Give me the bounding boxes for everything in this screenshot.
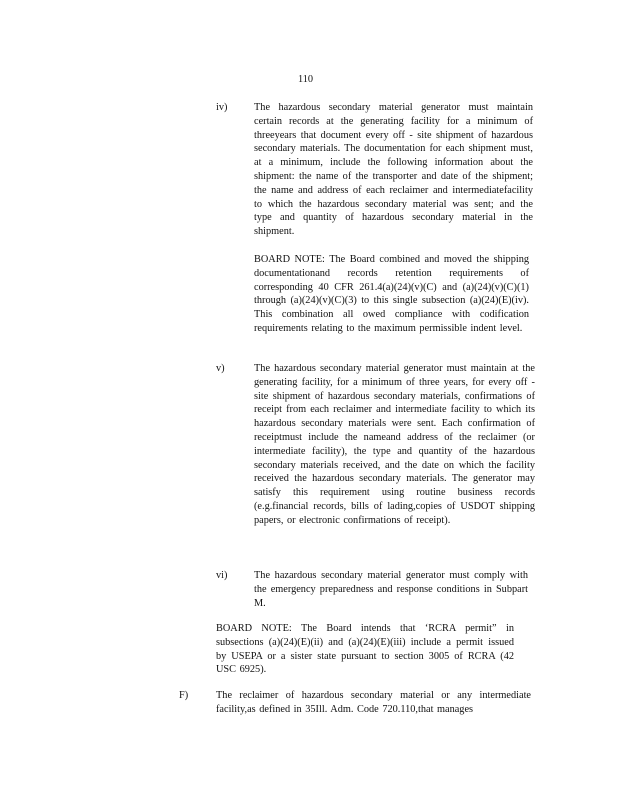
item-v-text: The hazardous secondary material generator must maintain at the generating facility, for a minimum of three years, for every off -site shipment of hazardous secondary materials, confirmations of receipt from each reclaimer and intermediate facility to which its hazardous secondary materials were sent. Each confirmation of receiptmust include the nameand address of the reclaimer (or intermediate facility), the type and quantity of the hazardous secondary materials received, and the date on which the facility received the hazardous secondary materials. The generator may satisfy this requirement using routine business records (e.g.financial records, bills of lading,copies of USDOT shipping papers, or electronic confirmations of receipt).	[254, 363, 535, 526]
item-F-text: The reclaimer of hazardous secondary material or any intermediate facility,as defined in 35Ill. Adm. Code 720.110,that manages	[216, 690, 531, 715]
board-note-2: BOARD NOTE: The Board intends that ‘RCRA permit” in subsections (a)(24)(E)(ii) and (a)(24)(E)(iii) include a permit issued by USEPA or a sister state pursuant to section 3005 of RCRA (42 USC 6925).	[216, 623, 514, 676]
item-iv-label: iv)	[216, 102, 228, 113]
board-note-1: BOARD NOTE: The Board combined and moved the shipping documentationand records retention requirements of corresponding 40 CFR 261.4(a)(24)(v)(C) and (a)(24)(v)(C)(1) through (a)(24)(v)(C)(3) to this single subsection (a)(24)(E)(iv). This combination all owed compliance with codification requirements relating to the maximum permissible indent level.	[254, 254, 529, 334]
item-vi-text: The hazardous secondary material generator must comply with the emergency preparedness and response conditions in Subpart M.	[254, 570, 528, 609]
item-F-label: F)	[179, 690, 189, 701]
item-vi-label: vi)	[216, 570, 228, 581]
item-iv-text: The hazardous secondary material generator must maintain certain records at the generating facility for a minimum of threeyears that document every off - site shipment of hazardous secondary materials. The documentation for each shipment must, at a minimum, include the following information about the shipment: the name of the transporter and date of the shipment; the name and address of each reclaimer and intermediatefacility to which the hazardous secondary material was sent; and the type and quantity of hazardous secondary material in the shipment.	[254, 102, 533, 238]
item-v-label: v)	[216, 363, 225, 374]
